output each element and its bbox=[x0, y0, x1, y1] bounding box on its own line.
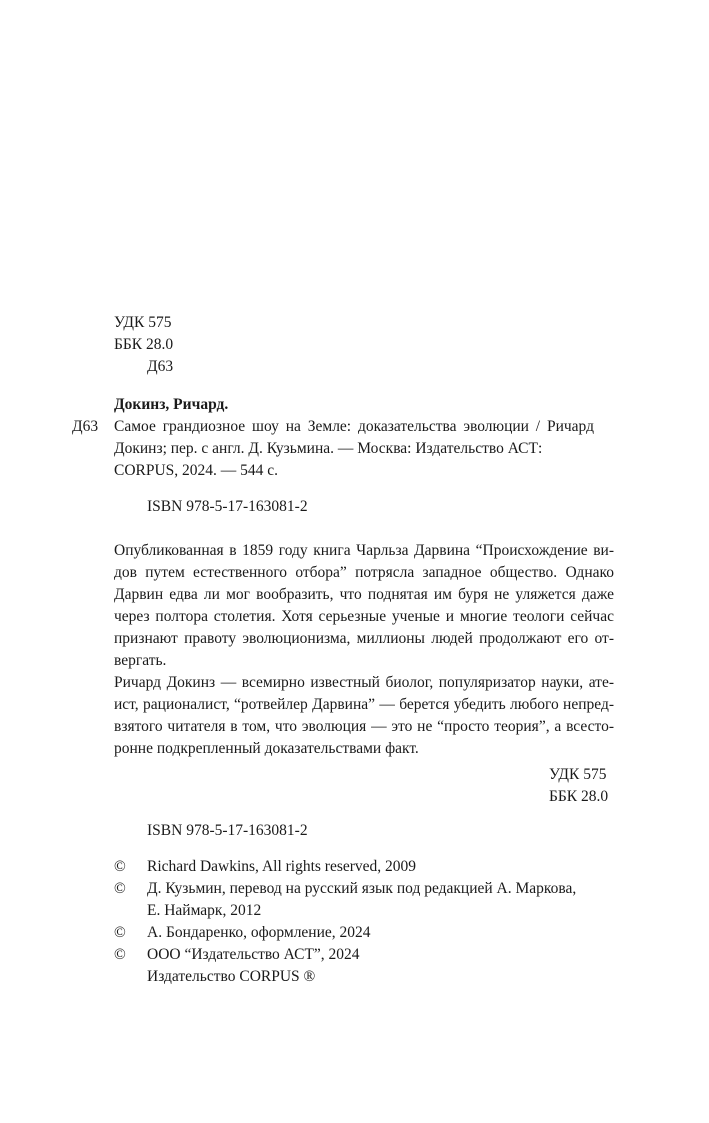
bib-line: Самое грандиозное шоу на Земле: доказательства эволюции / Ричард bbox=[114, 418, 594, 435]
annotation-line: Опубликованная в 1859 году книга Чарльза Дарвина “Происхождение ви- bbox=[114, 542, 614, 559]
copyright-symbol: © bbox=[114, 924, 126, 941]
annotation-line: Ричард Докинз — всемирно известный биолог, популяризатор науки, ате- bbox=[114, 674, 614, 691]
annotation-line: дов путем естественного отбора” потрясла западное общество. Однако bbox=[114, 564, 614, 581]
bib-author: Докинз, Ричард. bbox=[114, 396, 229, 413]
copyright-text: А. Бондаренко, оформление, 2024 bbox=[147, 924, 371, 941]
bbk-code: ББК 28.0 bbox=[114, 336, 174, 353]
annotation-line: признают правоту эволюционизма, миллионы людей продолжают его от- bbox=[114, 630, 614, 647]
author-mark: Д63 bbox=[147, 358, 174, 375]
bib-mark: Д63 bbox=[72, 418, 99, 435]
annotation-line: ист, рационалист, “ротвейлер Дарвина” — берется убедить любого непред- bbox=[114, 696, 614, 713]
copyright-symbol: © bbox=[114, 858, 126, 875]
annotation-line: через полтора столетия. Хотя серьезные ученые и многие теологи сейчас bbox=[114, 608, 614, 625]
publisher-mark: Издательство CORPUS ® bbox=[147, 968, 316, 985]
bib-line: CORPUS, 2024. — 544 с. bbox=[114, 462, 279, 479]
udk-code-right: УДК 575 bbox=[549, 766, 607, 783]
isbn-top: ISBN 978-5-17-163081-2 bbox=[147, 498, 308, 515]
bib-line: Докинз; пер. с англ. Д. Кузьмина. — Москва: Издательство АСТ: bbox=[114, 440, 543, 457]
isbn-bottom: ISBN 978-5-17-163081-2 bbox=[147, 822, 308, 839]
bbk-code-right: ББК 28.0 bbox=[549, 788, 609, 805]
udk-code: УДК 575 bbox=[114, 314, 172, 331]
annotation-line: Дарвин едва ли мог вообразить, что поднятая им буря не уляжется даже bbox=[114, 586, 614, 603]
bib-description bbox=[114, 416, 594, 482]
copyright-symbol: © bbox=[114, 946, 126, 963]
annotation-line: вергать. bbox=[114, 652, 167, 669]
annotation-line: взятого читателя в том, что эволюция — это не “просто теория”, а всесто- bbox=[114, 718, 614, 735]
copyright-text: Richard Dawkins, All rights reserved, 2009 bbox=[147, 858, 417, 875]
copyright-text: Д. Кузьмин, перевод на русский язык под редакцией А. Маркова, bbox=[147, 880, 577, 897]
annotation-line: ронне подкрепленный доказательствами факт. bbox=[114, 740, 419, 757]
annotation bbox=[114, 540, 614, 760]
copyright-text: Е. Наймарк, 2012 bbox=[147, 902, 262, 919]
copyright-text: ООО “Издательство АСТ”, 2024 bbox=[147, 946, 360, 963]
copyright-symbol: © bbox=[114, 880, 126, 897]
